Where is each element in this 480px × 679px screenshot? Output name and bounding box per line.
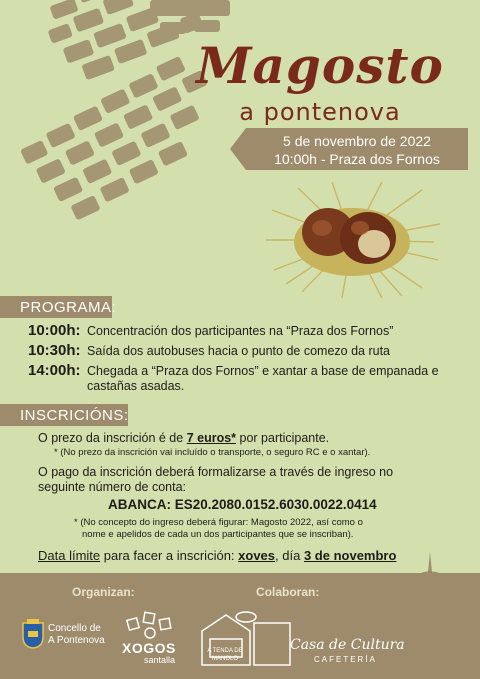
price-prefix: O prezo da inscrición é de [38, 431, 187, 445]
programa-text: Chegada a “Praza dos Fornos” e xantar a base de empanada e castañas asadas. [87, 364, 439, 393]
tenda-logo-text: A TENDA DE MANOLO [207, 648, 243, 662]
deadline-sep: , día [275, 548, 304, 563]
concello-logo-text [48, 623, 105, 647]
programa-time: 10:00h: [28, 322, 81, 339]
programa-time: 14:00h: [28, 362, 81, 379]
price-value: 7 euros* [186, 431, 237, 445]
payment-line: seguinte número de conta: [38, 480, 187, 494]
deadline-prefix: Data límite [38, 548, 101, 563]
concept-note: nome e apelidos de cada un dos participantes que se inscriban). [82, 529, 354, 540]
event-date: 5 de novembro de 2022 [283, 133, 431, 149]
concello-line: Concello de [48, 623, 101, 634]
inscricions-heading: INSCRICIÓNS: [20, 407, 129, 424]
payment-line: O pago da inscrición deberá formalizarse a través de ingreso no [38, 465, 394, 479]
price-line [38, 431, 329, 446]
programa-text: Saída dos autobuses hacia o punto de comezo da ruta [87, 344, 390, 358]
colaboran-label: Colaboran: [256, 585, 320, 599]
xogos-logo-text: XOGOS [122, 640, 176, 656]
chestnut-icon [262, 180, 442, 300]
santalla-logo-text: santalla [144, 655, 176, 665]
programa-text: Concentración dos participantes na “Praza dos Fornos” [87, 324, 394, 338]
programa-time: 10:30h: [28, 342, 81, 359]
casa-cultura-logo-text: Casa de Cultura [290, 637, 405, 653]
bank-account: ABANCA: ES20.2080.0152.6030.0022.0414 [108, 497, 377, 512]
price-note: * (No prezo da inscrición vai incluído o transporte, o seguro RC e o xantar). [54, 447, 371, 458]
event-title: Magosto [196, 36, 444, 95]
cafeteria-logo-text: CAFETERÍA [314, 655, 377, 664]
deadline-line [38, 548, 396, 563]
sponsors-footer [0, 573, 480, 679]
concept-note: * (No concepto do ingreso deberá figurar: Magosto 2022, así como o [74, 517, 363, 528]
event-subtitle: a pontenova [239, 98, 401, 126]
date-banner-arrow [230, 128, 246, 170]
deadline-day: xoves [238, 548, 276, 563]
coat-of-arms-icon [22, 619, 44, 649]
deadline-middle: para facer a inscrición: [100, 548, 239, 563]
xogos-logo-icon [124, 609, 176, 641]
event-time-place: 10:00h - Praza dos Fornos [274, 151, 440, 167]
concello-line: A Pontenova [48, 635, 105, 646]
price-suffix: por participante. [236, 431, 330, 445]
organizan-label: Organizan: [72, 585, 135, 599]
programa-heading: PROGRAMA: [20, 299, 117, 316]
deadline-date: 3 de novembro [303, 548, 397, 563]
